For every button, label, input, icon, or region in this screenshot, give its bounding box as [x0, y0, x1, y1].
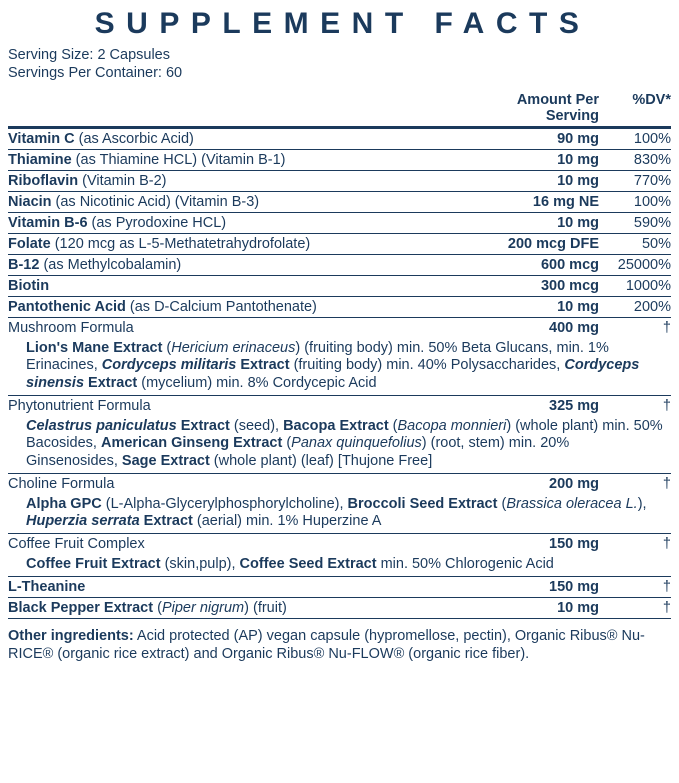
nutrient-name-bold: Riboflavin	[8, 172, 79, 189]
nutrient-dv: †	[599, 597, 671, 618]
other-ingredients-label: Other ingredients:	[8, 627, 134, 644]
nutrient-dv: 50%	[599, 233, 671, 254]
blend-row	[8, 317, 671, 338]
nutrient-amount: 10 mg	[481, 296, 599, 317]
nutrient-name-bold: Pantothenic Acid	[8, 298, 126, 315]
nutrient-dv: 100%	[599, 127, 671, 149]
nutrient-dv: 590%	[599, 212, 671, 233]
nutrient-dv: 1000%	[599, 275, 671, 296]
table-row	[8, 275, 671, 296]
nutrient-name-bold: Folate	[8, 235, 51, 252]
nutrient-name-bold: L-Theanine	[8, 578, 86, 595]
nutrient-name	[8, 170, 481, 191]
blend-detail-row	[8, 338, 671, 396]
blend-dv: †	[662, 319, 671, 336]
nutrient-name-bold: Niacin	[8, 193, 52, 210]
nutrient-name-bold: Black Pepper Extract	[8, 599, 154, 616]
nutrient-amount: 600 mcg	[481, 254, 599, 275]
nutrient-amount: 16 mg NE	[481, 191, 599, 212]
nutrient-dv: 25000%	[599, 254, 671, 275]
table-row	[8, 149, 671, 170]
table-row	[8, 127, 671, 149]
table-row	[8, 576, 671, 597]
nutrient-name-bold: Vitamin B-6	[8, 214, 88, 231]
table-row	[8, 233, 671, 254]
table-row	[8, 212, 671, 233]
nutrient-name-bold: B-12	[8, 256, 40, 273]
nutrient-dv: 200%	[599, 296, 671, 317]
nutrient-dv: 770%	[599, 170, 671, 191]
nutrient-name-detail: (Vitamin B-2)	[78, 172, 167, 189]
nutrient-name-bold: Vitamin C	[8, 130, 75, 147]
blend-detail-row	[8, 416, 671, 474]
nutrient-name	[8, 233, 481, 254]
blend-description: Lion's Mane Extract (Hericium erinaceus) (fruiting body) min. 50% Beta Glucans, min. 1% Erinacines, Cordyceps militaris Extract (fruiting body) min. 40% Polysaccharides, Cordyceps sinensis Extract (mycelium) min. 8% Cordycepic Acid	[8, 338, 671, 396]
nutrition-table	[8, 90, 671, 619]
blend-dv: †	[662, 397, 671, 414]
nutrient-amount: 300 mcg	[481, 275, 599, 296]
nutrient-name-detail: (as Pyrodoxine HCL)	[87, 214, 227, 231]
nutrient-amount: 200 mcg DFE	[481, 233, 599, 254]
nutrition-table-body	[8, 90, 671, 619]
header-daily-value: %DV*	[599, 90, 671, 128]
nutrient-amount: 150 mg	[481, 576, 599, 597]
nutrient-name: Black Pepper Extract (Piper nigrum) (fruit)	[8, 597, 481, 618]
table-row	[8, 170, 671, 191]
blend-description: Celastrus paniculatus Extract (seed), Bacopa Extract (Bacopa monnieri) (whole plant) min. 50% Bacosides, American Ginseng Extract (Panax quinquefolius) (root, stem) min. 20% Ginsenosides, Sage Extract (whole plant) (leaf) [Thujone Free]	[8, 416, 671, 474]
nutrient-name-bold: Biotin	[8, 277, 50, 294]
nutrient-name	[8, 127, 481, 149]
header-name	[8, 90, 481, 128]
blend-detail-row	[8, 554, 671, 576]
nutrient-dv: 830%	[599, 149, 671, 170]
blend-amount: 150 mg	[549, 536, 599, 553]
nutrient-name	[8, 296, 481, 317]
blend-name: Coffee Fruit Complex	[8, 536, 145, 553]
blend-amount: 200 mg	[549, 475, 599, 492]
table-row	[8, 191, 671, 212]
servings-per-container: Servings Per Container: 60	[8, 65, 183, 82]
nutrient-amount: 10 mg	[481, 149, 599, 170]
other-ingredients-text: Acid protected (AP) vegan capsule (hypromellose, pectin), Organic Ribus® Nu-RICE® (organic rice extract) and Organic Ribus® Nu-FLOW® (organic rice fiber).	[8, 627, 645, 663]
nutrient-name	[8, 275, 481, 296]
blend-name: Choline Formula	[8, 475, 115, 492]
nutrient-amount: 10 mg	[481, 170, 599, 191]
blend-amount: 400 mg	[549, 319, 599, 336]
nutrient-name	[8, 191, 481, 212]
table-row	[8, 254, 671, 275]
blend-name: Phytonutrient Formula	[8, 397, 151, 414]
blend-description: Coffee Fruit Extract (skin,pulp), Coffee Seed Extract min. 50% Chlorogenic Acid	[8, 554, 671, 576]
header-amount-per-serving: Amount Per Serving	[481, 90, 599, 128]
table-row	[8, 296, 671, 317]
blend-row	[8, 395, 671, 416]
blend-dv: †	[662, 475, 671, 492]
blend-description: Alpha GPC (L-Alpha-Glycerylphosphorylcholine), Broccoli Seed Extract (Brassica oleracea L.), Huperzia serrata Extract (aerial) min. 1% Huperzine A	[8, 494, 671, 534]
blend-dv: †	[662, 536, 671, 553]
blend-amount: 325 mg	[549, 397, 599, 414]
nutrient-name-detail: (as Ascorbic Acid)	[74, 130, 194, 147]
nutrient-name-bold: Thiamine	[8, 151, 72, 168]
nutrient-amount: 10 mg	[481, 597, 599, 618]
blend-detail-row	[8, 494, 671, 534]
nutrient-name	[8, 149, 481, 170]
nutrient-dv: †	[599, 576, 671, 597]
table-header-row	[8, 90, 671, 128]
blend-row	[8, 473, 671, 494]
table-row	[8, 597, 671, 618]
blend-row	[8, 534, 671, 555]
nutrient-amount: 10 mg	[481, 212, 599, 233]
nutrient-name	[8, 576, 481, 597]
other-ingredients	[8, 627, 671, 664]
nutrient-dv: 100%	[599, 191, 671, 212]
nutrient-name	[8, 212, 481, 233]
nutrient-name-detail: (as Thiamine HCL) (Vitamin B-1)	[71, 151, 286, 168]
nutrient-name-detail: (as Nicotinic Acid) (Vitamin B-3)	[51, 193, 260, 210]
page-title: SUPPLEMENT FACTS	[94, 7, 591, 40]
nutrient-name-detail: (as D-Calcium Pantothenate)	[125, 298, 317, 315]
serving-size: Serving Size: 2 Capsules	[8, 46, 170, 63]
nutrient-name-detail: (120 mcg as L-5-Methatetrahydrofolate)	[50, 235, 311, 252]
nutrient-name-detail: (as Methylcobalamin)	[39, 256, 182, 273]
nutrient-amount: 90 mg	[481, 127, 599, 149]
nutrient-name	[8, 254, 481, 275]
blend-name: Mushroom Formula	[8, 319, 134, 336]
